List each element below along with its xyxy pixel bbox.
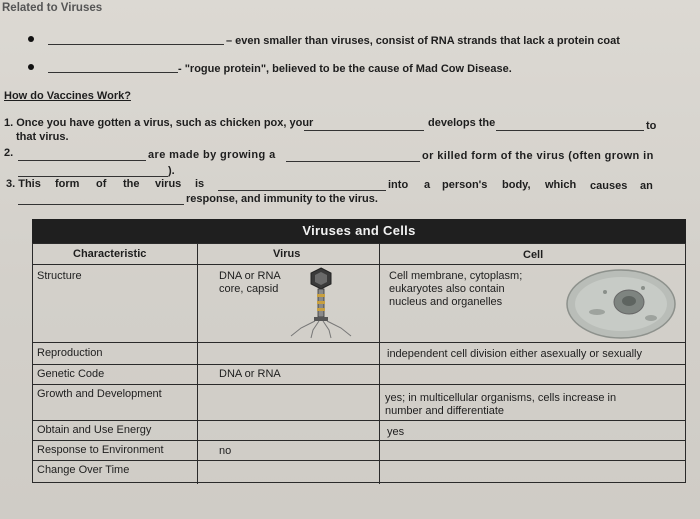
structure-cell-line: Cell membrane, cytoplasm;	[389, 270, 523, 282]
q2-number: 2.	[4, 147, 14, 159]
answer-blank[interactable]	[18, 176, 168, 177]
row-divider	[33, 364, 685, 365]
header-virus: Virus	[273, 248, 301, 260]
q3-word: 3. This	[6, 178, 41, 190]
q3-word: causes	[590, 180, 628, 192]
bullet-dot	[28, 64, 34, 70]
bullet-text-prion: - "rogue protein", believed to be the cause of Mad Cow Disease.	[178, 63, 512, 75]
header-cell: Cell	[523, 249, 544, 261]
reproduction-cell: independent cell division either asexually or sexually	[387, 348, 642, 360]
row-divider	[33, 264, 685, 265]
row-label-change: Change Over Time	[37, 464, 130, 476]
row-label-energy: Obtain and Use Energy	[37, 424, 152, 436]
q3-word: into	[388, 179, 409, 191]
structure-cell-line: nucleus and organelles	[389, 296, 503, 308]
structure-virus-line: DNA or RNA	[219, 270, 281, 282]
growth-cell-line: yes; in multicellular organisms, cells increase in	[385, 392, 617, 404]
q3-word: body,	[502, 179, 531, 191]
answer-blank[interactable]	[218, 190, 386, 191]
q3-word: which	[545, 179, 577, 191]
answer-blank[interactable]	[496, 130, 644, 131]
q2-text-c: ).	[168, 165, 175, 177]
row-divider	[33, 342, 685, 343]
q3-word: virus	[155, 178, 182, 190]
row-divider	[33, 384, 685, 385]
q3-word: the	[123, 178, 140, 190]
growth-cell-line: number and differentiate	[385, 405, 505, 417]
animal-cell-icon	[563, 266, 679, 342]
bacteriophage-icon	[285, 266, 365, 340]
row-label-reproduction: Reproduction	[37, 347, 103, 359]
row-label-growth: Growth and Development	[37, 388, 162, 400]
row-label-structure: Structure	[37, 270, 82, 282]
answer-blank[interactable]	[48, 44, 224, 45]
q3-word: a	[424, 179, 431, 191]
structure-virus-line: core, capsid	[219, 283, 279, 295]
genetic-code-virus: DNA or RNA	[219, 368, 281, 380]
q3-word: of	[96, 178, 107, 190]
q3-word: is	[195, 178, 205, 190]
bullet-text-viroids: – even smaller than viruses, consist of RNA strands that lack a protein coat	[226, 35, 620, 47]
q3-word: an	[640, 180, 653, 192]
response-virus: no	[219, 445, 232, 457]
q3-word: person's	[442, 179, 488, 191]
q3-text-c: response, and immunity to the virus.	[186, 193, 378, 205]
answer-blank[interactable]	[304, 130, 424, 131]
row-label-genetic-code: Genetic Code	[37, 368, 105, 380]
answer-blank[interactable]	[286, 161, 420, 162]
energy-cell: yes	[387, 426, 405, 438]
q3-word: form	[55, 178, 80, 190]
row-divider	[33, 460, 685, 461]
q1-text-a: 1. Once you have gotten a virus, such as chicken pox, your	[4, 117, 314, 129]
answer-blank[interactable]	[18, 204, 184, 205]
section-title-related: Related to Viruses	[2, 2, 103, 14]
header-characteristic: Characteristic	[73, 248, 147, 260]
q1-text-c: to	[646, 120, 657, 132]
q2-text-b: or killed form of the virus (often grown in	[422, 150, 654, 162]
row-divider	[33, 420, 685, 421]
structure-cell-line: eukaryotes also contain	[389, 283, 505, 295]
section-title-vaccines: How do Vaccines Work?	[4, 90, 131, 102]
q2-text-a: are made by growing a	[148, 149, 276, 161]
table-title: Viruses and Cells	[32, 219, 686, 243]
row-label-response: Response to Environment	[37, 444, 164, 456]
q1-text-b: develops the	[428, 117, 496, 129]
bullet-dot	[28, 36, 34, 42]
answer-blank[interactable]	[48, 72, 178, 73]
answer-blank[interactable]	[18, 160, 146, 161]
q1-text-d: that virus.	[16, 131, 69, 143]
viruses-cells-table	[32, 243, 686, 483]
row-divider	[33, 440, 685, 441]
